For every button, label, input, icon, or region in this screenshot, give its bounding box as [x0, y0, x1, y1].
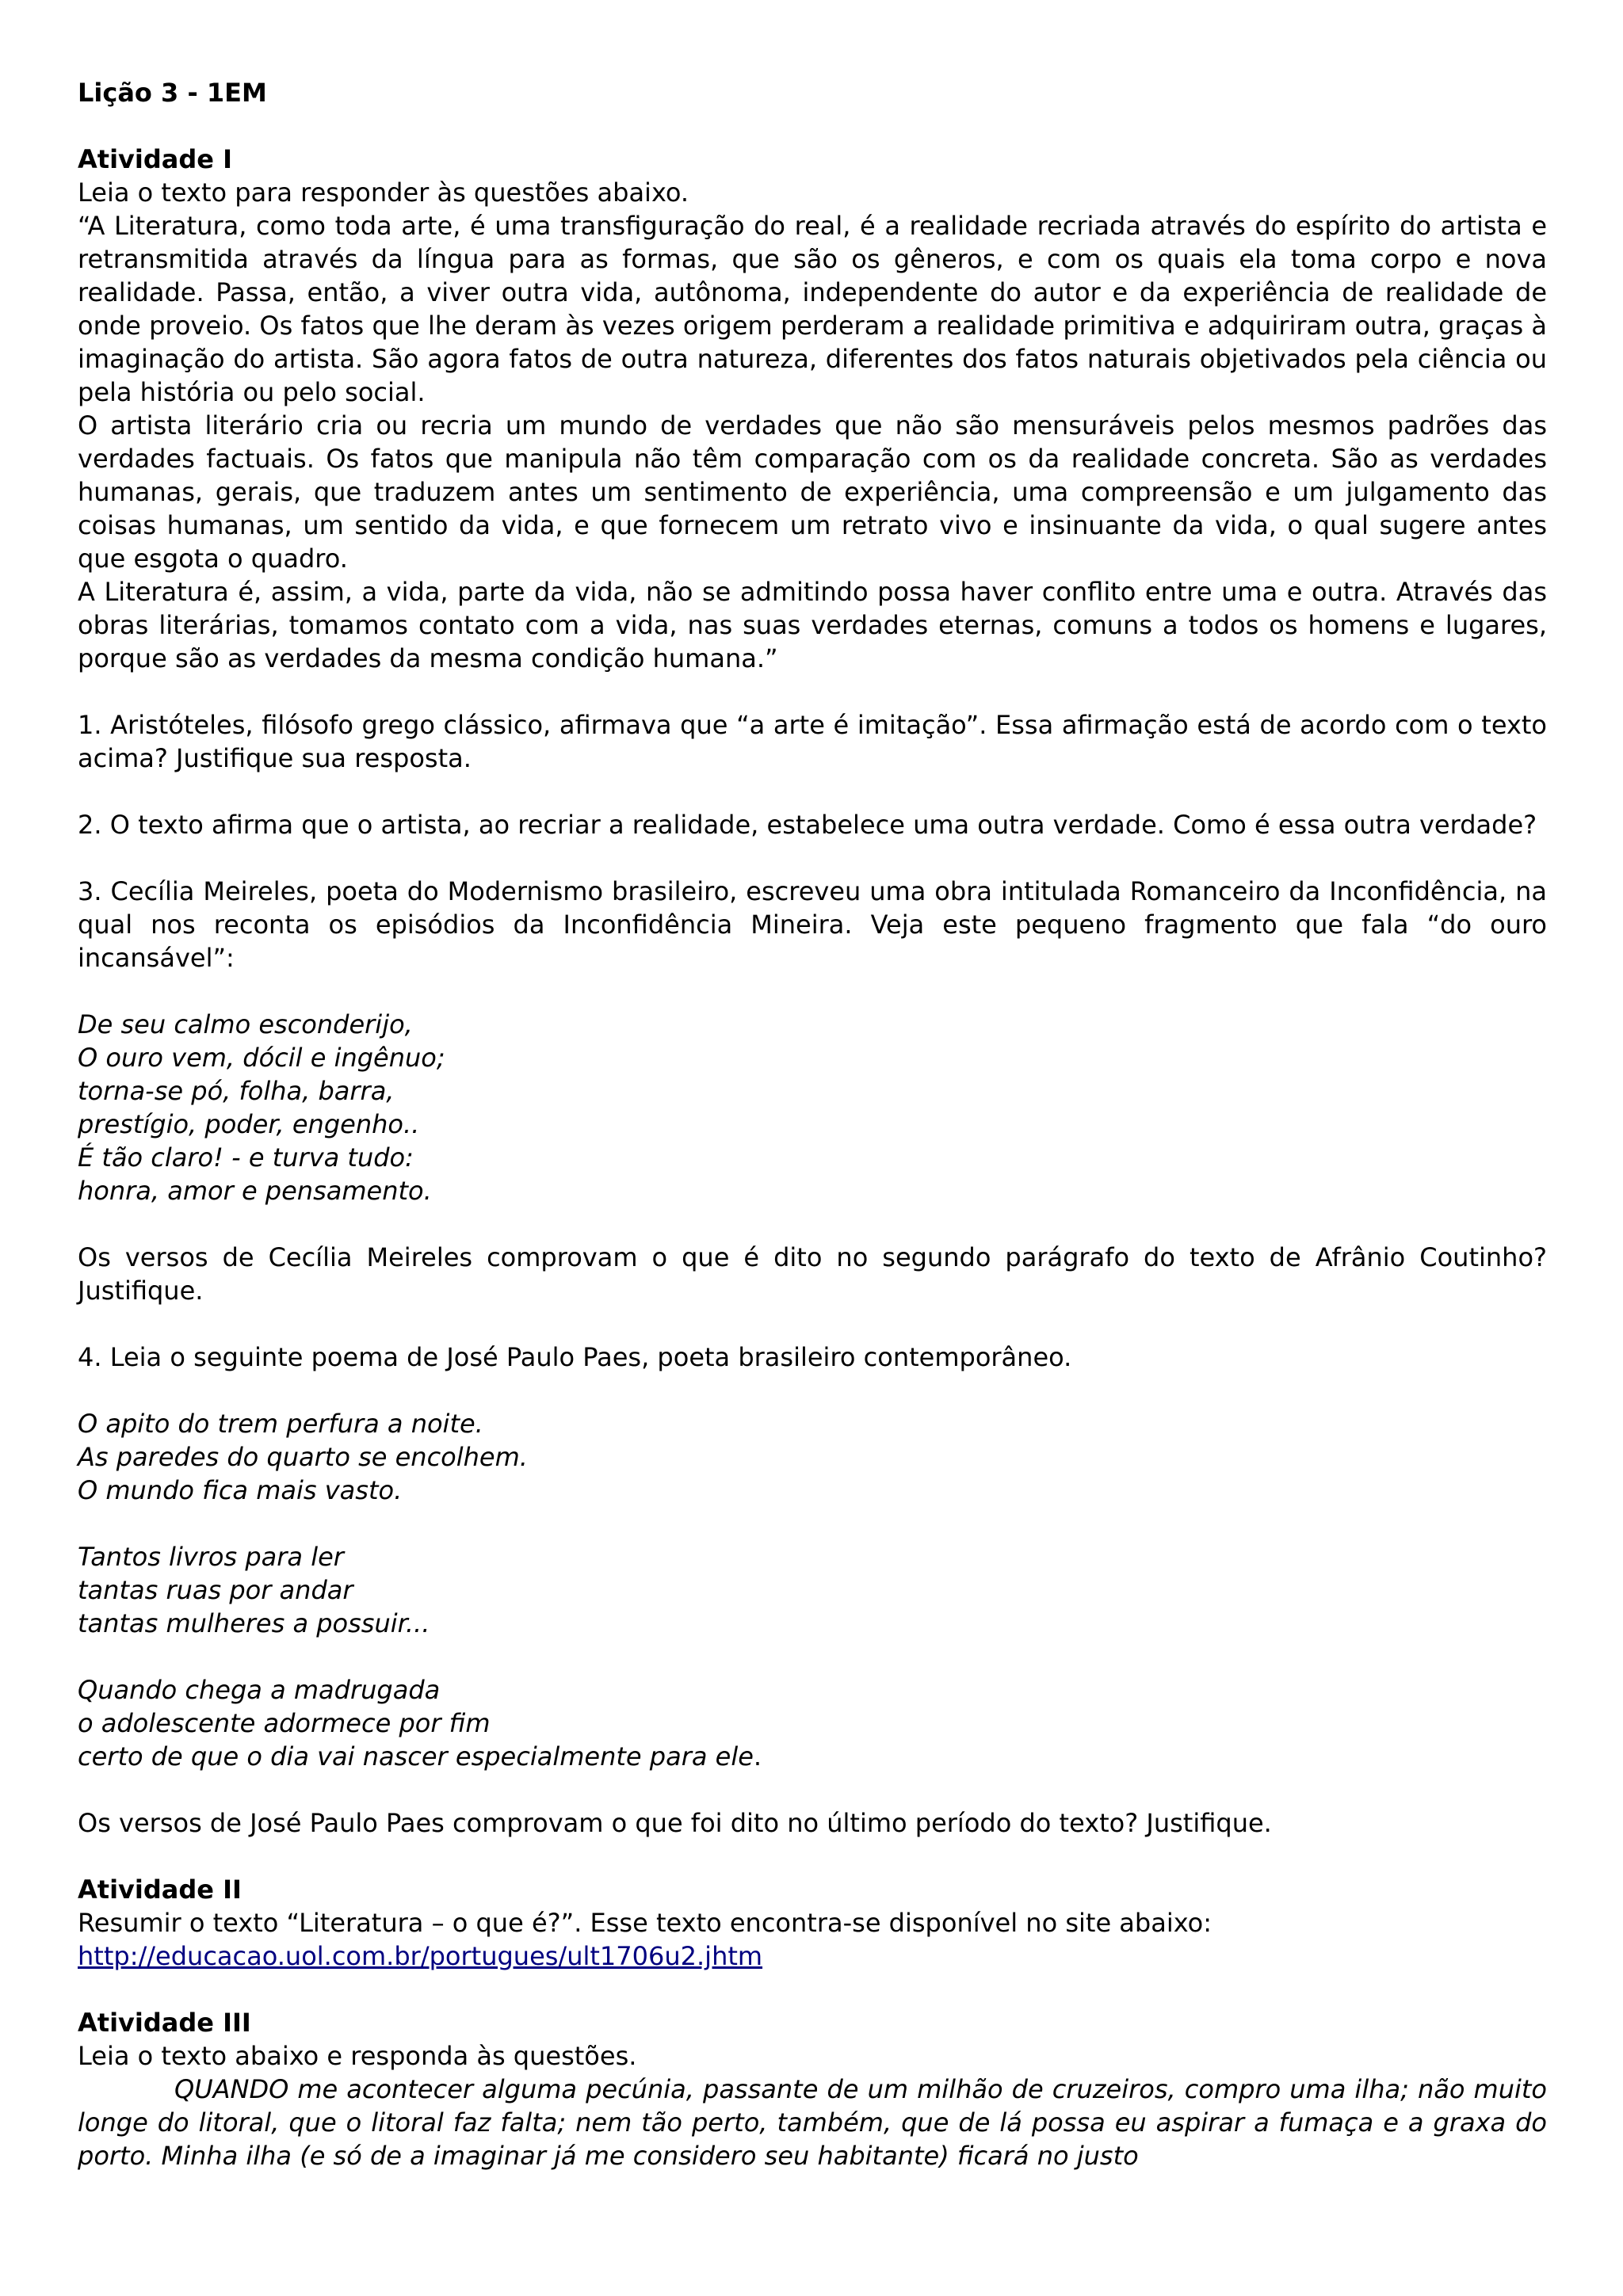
- spacer: [78, 1207, 1547, 1241]
- poem-line: honra, amor e pensamento.: [78, 1176, 432, 1206]
- activity-3-excerpt: QUANDO me acontecer alguma pecúnia, passante de um milhão de cruzeiros, compro uma ilha; não muito longe do litoral, que o litoral faz falta; nem tão perto, também, que de lá possa eu aspirar a fumaça e a graxa do porto. Minha ilha (e só de a imaginar já me considero seu habitante) ficará no justo: [78, 2074, 1547, 2171]
- poem-line: O mundo fica mais vasto.: [78, 1475, 403, 1505]
- spacer: [78, 841, 1547, 875]
- spacer: [78, 1507, 1547, 1540]
- poem-line: O ouro vem, dócil e ingênuo;: [78, 1043, 445, 1073]
- poem-line: É tão claro! - e turva tudo:: [78, 1142, 414, 1173]
- spacer: [78, 1307, 1547, 1341]
- poem-line: Tantos livros para ler: [78, 1542, 344, 1572]
- activity-3-intro: Leia o texto abaixo e responda às questões.: [78, 2041, 637, 2071]
- poem-jose-paulo-paes: [78, 1407, 1547, 1773]
- spacer: [78, 1840, 1547, 1873]
- spacer: [78, 775, 1547, 808]
- question-3: 3. Cecília Meireles, poeta do Modernismo brasileiro, escreveu uma obra intitulada Romanceiro da Inconfidência, na qual nos reconta os episódios da Inconfidência Mineira. Veja este pequeno fragmento que fala “do ouro incansável”:: [78, 876, 1547, 973]
- activity-1-heading: Atividade I: [78, 144, 233, 174]
- spacer: [78, 1973, 1547, 2006]
- document-page: [78, 76, 1547, 2172]
- activity-1-intro: Leia o texto para responder às questões abaixo.: [78, 177, 689, 208]
- source-link[interactable]: http://educacao.uol.com.br/portugues/ult1706u2.jhtm: [78, 1941, 763, 1971]
- poem-line: [78, 1740, 1547, 1773]
- spacer: [78, 974, 1547, 1008]
- lesson-title: Lição 3 - 1EM: [78, 78, 267, 108]
- poem-line: De seu calmo esconderijo,: [78, 1009, 413, 1039]
- activity-2-link-line: [78, 1939, 1547, 1973]
- quoted-paragraph-2: O artista literário cria ou recria um mundo de verdades que não são mensuráveis pelos mesmos padrões das verdades factuais. Os fatos que manipula não têm comparação com os da realidade concreta. São as verdades humanas, gerais, que traduzem antes um sentimento de experiência, uma compreensão e um julgamento das coisas humanas, um sentido da vida, e que fornecem um retrato vivo e insinuante da vida, o qual sugere antes que esgota o quadro.: [78, 410, 1547, 574]
- poem-line: o adolescente adormece por fim: [78, 1708, 491, 1738]
- question-3-followup: Os versos de Cecília Meireles comprovam o que é dito no segundo parágrafo do texto de Afrânio Coutinho? Justifique.: [78, 1242, 1547, 1306]
- question-1: 1. Aristóteles, filósofo grego clássico, afirmava que “a arte é imitação”. Essa afirmação está de acordo com o texto acima? Justifique sua resposta.: [78, 710, 1547, 773]
- spacer: [78, 675, 1547, 708]
- poem-cecilia-meireles: [78, 1008, 1547, 1207]
- poem-line: tantas mulheres a possuir...: [78, 1608, 430, 1638]
- poem-line: torna-se pó, folha, barra,: [78, 1076, 395, 1106]
- spacer: [78, 1773, 1547, 1806]
- spacer: [78, 109, 1547, 143]
- question-4: 4. Leia o seguinte poema de José Paulo Paes, poeta brasileiro contemporâneo.: [78, 1342, 1072, 1372]
- poem-line: prestígio, poder, engenho..: [78, 1109, 420, 1139]
- poem-line: As paredes do quarto se encolhem.: [78, 1442, 528, 1472]
- poem-line: Quando chega a madrugada: [78, 1675, 441, 1705]
- poem-line: O apito do trem perfura a noite.: [78, 1409, 483, 1439]
- poem-line: tantas ruas por andar: [78, 1575, 353, 1605]
- question-4-followup: Os versos de José Paulo Paes comprovam o que foi dito no último período do texto? Justifique.: [78, 1808, 1272, 1838]
- poem-end-period: .: [753, 1741, 762, 1772]
- question-2: 2. O texto afirma que o artista, ao recriar a realidade, estabelece uma outra verdade. Como é essa outra verdade?: [78, 810, 1537, 840]
- quoted-paragraph-3: A Literatura é, assim, a vida, parte da vida, não se admitindo possa haver conflito entre uma e outra. Através das obras literárias, tomamos contato com a vida, nas suas verdades eternas, comuns a todos os homens e lugares, porque são as verdades da mesma condição humana.”: [78, 577, 1547, 673]
- spacer: [78, 1374, 1547, 1407]
- spacer: [78, 1640, 1547, 1673]
- quoted-paragraph-1: “A Literatura, como toda arte, é uma transfiguração do real, é a realidade recriada através do espírito do artista e retransmitida através da língua para as formas, que são os gêneros, e com os quais ela toma corpo e nova realidade. Passa, então, a viver outra vida, autônoma, independente do autor e da experiência de realidade de onde proveio. Os fatos que lhe deram às vezes origem perderam a realidade primitiva e adquiriram outra, graças à imaginação do artista. São agora fatos de outra natureza, diferentes dos fatos naturais objetivados pela ciência ou pela história ou pelo social.: [78, 211, 1547, 407]
- poem-line-text: certo de que o dia vai nascer especialmente para ele: [78, 1741, 754, 1772]
- activity-3-heading: Atividade III: [78, 2008, 251, 2038]
- activity-2-heading: Atividade II: [78, 1875, 242, 1905]
- activity-2-text: Resumir o texto “Literatura – o que é?”. Esse texto encontra-se disponível no site abaixo:: [78, 1908, 1212, 1938]
